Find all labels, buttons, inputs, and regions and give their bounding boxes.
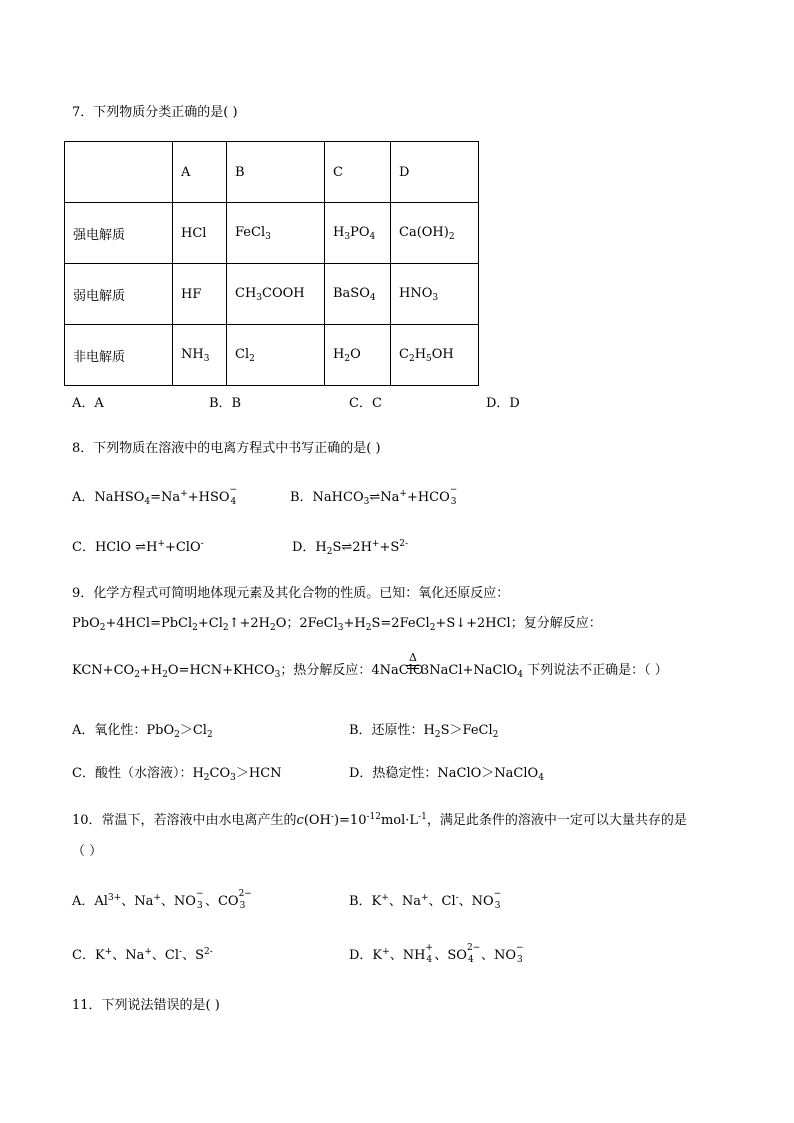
q7-stem: 7．下列物质分类正确的是( ) (72, 105, 238, 120)
table-row (65, 325, 479, 386)
table-cell: $H_3PO_4$ (325, 203, 391, 264)
table-cell: $CH_3COOH$ (227, 264, 325, 325)
q9-option-b[interactable]: B．还原性：$H_2S>FeCl_2$ (349, 723, 499, 740)
q8-option-a[interactable]: A．NaHSO$_4$=Na++HSO − 4 (72, 485, 238, 507)
q9-option-d[interactable]: D．热稳定性：NaClO＞NaClO$_4$ (349, 766, 544, 783)
row-label-strong-electrolyte: 强电解质 (65, 203, 173, 264)
table-cell: $C_2H_5OH$ (391, 325, 479, 386)
q7-option-c[interactable]: C．C (349, 396, 382, 411)
table-cell: $Cl_2$ (227, 325, 325, 386)
table-header-b: B (227, 142, 325, 203)
heat-symbol: Δ (409, 651, 417, 664)
table-cell: $NH_3$ (173, 325, 227, 386)
q9-stem-line2: $PbO_2+4HCl=PbCl_2+Cl_2↑+2H_2O$；$2FeCl_3+H_2S=2FeCl_2+S↓+2HCl$；复分解反应： (72, 616, 602, 633)
table-header-row (65, 142, 479, 203)
table-header-a: A (173, 142, 227, 203)
table-header-c: C (325, 142, 391, 203)
table-cell: HCl (173, 203, 227, 264)
table-cell: $Ca(OH)_2$ (391, 203, 479, 264)
q10-option-d[interactable]: D．K+、NH + 4 、SO 2− 4 、NO − 3 (349, 943, 524, 965)
q7-option-b[interactable]: B．B (209, 396, 242, 411)
table-cell: BaSO$_4$ (325, 264, 391, 325)
table-header-empty (65, 142, 173, 203)
table-cell: FeCl$_3$ (227, 203, 325, 264)
q9-stem-line3-right: 3NaCl+NaClO$_4$ 下列说法不正确是：（ ） (421, 663, 668, 680)
table-cell: $HNO_3$ (391, 264, 479, 325)
q10-option-a[interactable]: A．$Al^{3+}$、Na+、NO − 3 、CO 2− 3 (72, 889, 252, 911)
q9-option-a[interactable]: A．氧化性：$PbO_2>Cl_2$ (72, 723, 213, 740)
row-label-weak-electrolyte: 弱电解质 (65, 264, 173, 325)
q11-stem: 11．下列说法错误的是( ) (72, 998, 220, 1013)
q10-option-b[interactable]: B．K+、Na+、Cl-、NO − 3 (349, 889, 502, 911)
equals-bar-bottom (407, 668, 419, 669)
table-row (65, 264, 479, 325)
q7-option-a[interactable]: A．A (72, 396, 104, 411)
q10-option-c[interactable]: C．K+、Na+、Cl-、$S^{2-}$ (72, 947, 213, 963)
q8-option-d[interactable]: D．$H_2S\rightleftharpoons 2H^++S^{2-}$ (292, 539, 409, 557)
q7-classification-table (64, 141, 479, 386)
table-cell: HF (173, 264, 227, 325)
q10-stem: 10．常温下，若溶液中由水电离产生的$c(OH^-)=10^{-12}mol\cdot L^{-1}$，满足此条件的溶液中一定可以大量共存的是 (72, 812, 687, 828)
table-header-d: D (391, 142, 479, 203)
table-cell: $H_2O$ (325, 325, 391, 386)
q7-option-d[interactable]: D．D (486, 396, 520, 411)
q9-stem-line3-left: $KCN+CO_2+H_2O=HCN+KHCO_3$；热分解反应：4NaClO (72, 663, 424, 680)
table-row (65, 203, 479, 264)
q9-stem-line1: 9．化学方程式可简明地体现元素及其化合物的性质。已知：氧化还原反应： (72, 586, 510, 601)
q8-option-c[interactable]: C．HClO ⇌H++ClO- (72, 539, 204, 555)
equals-bar-top (407, 665, 419, 666)
q8-stem: 8．下列物质在溶液中的电离方程式中书写正确的是( ) (72, 441, 381, 456)
q10-stem-line2: （ ） (72, 844, 103, 859)
row-label-non-electrolyte: 非电解质 (65, 325, 173, 386)
q8-option-b[interactable]: B．NaHCO$_3$⇌Na++HCO − 3 (290, 485, 458, 507)
q9-option-c[interactable]: C．酸性（水溶液）：$H_2CO_3>HCN$ (72, 766, 282, 783)
